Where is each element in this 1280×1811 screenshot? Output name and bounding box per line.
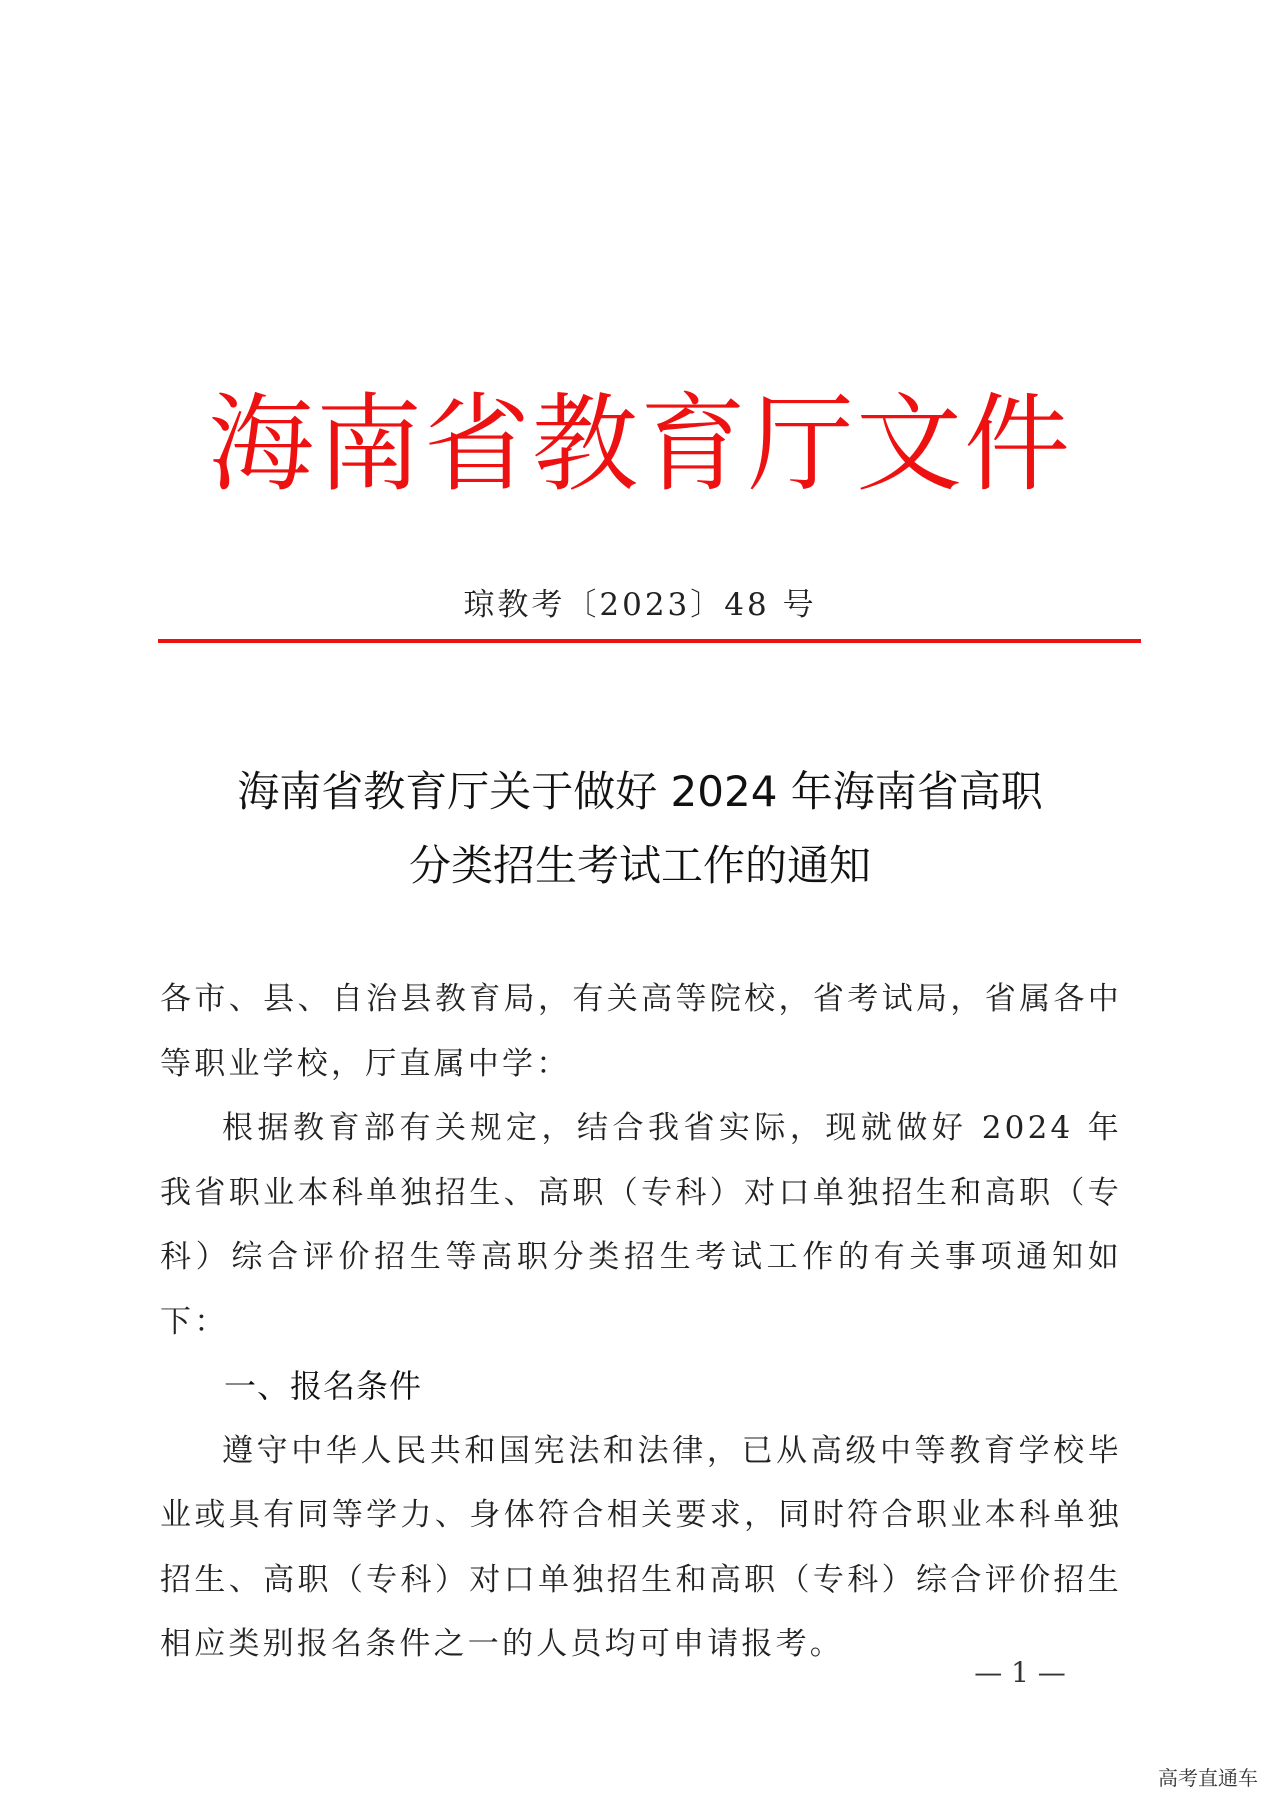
document-number: 琼教考〔2023〕48 号 — [463, 587, 817, 623]
salutation: 各市、县、自治县教育局，有关高等院校，省考试局，省属各中等职业学校，厅直属中学： — [160, 981, 1122, 1082]
document-title — [160, 755, 1120, 903]
document-body — [160, 967, 1122, 1677]
red-divider-line — [158, 639, 1141, 643]
title-line-2: 分类招生考试工作的通知 — [408, 841, 871, 890]
masthead-title: 海南省教育厅文件 — [208, 383, 1072, 506]
intro-paragraph: 根据教育部有关规定，结合我省实际，现就做好 2024 年我省职业本科单独招生、高职（专科）对口单独招生和高职（专科）综合评价招生等高职分类招生考试工作的有关事项通知如下： — [160, 1110, 1122, 1340]
section-heading-registration: 一、报名条件 — [224, 1367, 423, 1405]
page-number: — 1 — — [974, 1656, 1066, 1689]
registration-paragraph: 遵守中华人民共和国宪法和法律，已从高级中等教育学校毕业或具有同等学力、身体符合相关要求，同时符合职业本科单独招生、高职（专科）对口单独招生和高职（专科）综合评价招生相应类别报名条件之一的人员均可申请报考。 — [160, 1432, 1122, 1662]
watermark-text: 高考直通车 — [1158, 1766, 1258, 1790]
title-line-1: 海南省教育厅关于做好 2024 年海南省高职 — [237, 767, 1043, 816]
